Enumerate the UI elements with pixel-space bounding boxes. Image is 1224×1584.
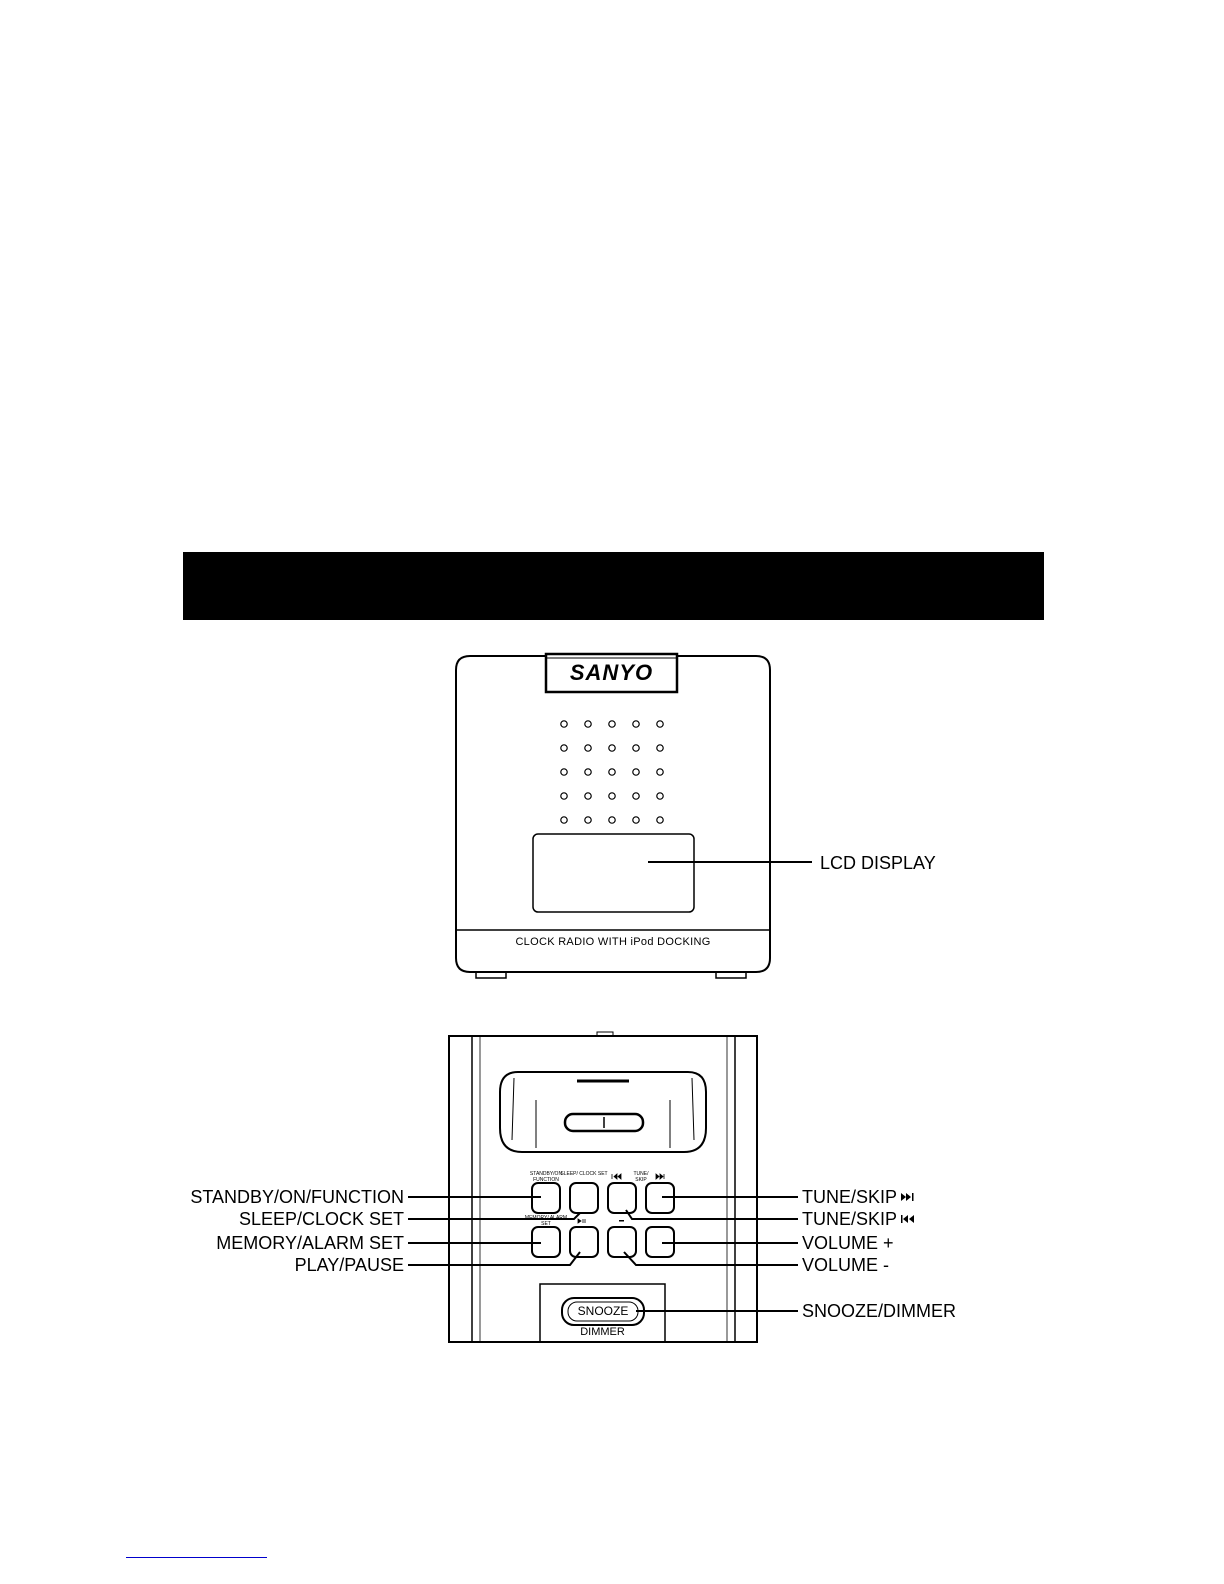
ipod-dock-cradle [500, 1072, 706, 1152]
lcd-display-window [533, 834, 694, 912]
callout-vol-down: VOLUME - [802, 1255, 890, 1275]
sleep-clock-set-button[interactable] [570, 1183, 598, 1213]
play-pause-button[interactable] [570, 1227, 598, 1257]
label-snooze: SNOOZE [577, 1304, 629, 1318]
speaker-hole [609, 793, 615, 799]
callout-vol-up: VOLUME + [802, 1233, 894, 1253]
label-tune-skip: TUNE/ SKIP [633, 1171, 649, 1183]
front-view [456, 654, 812, 978]
callout-skip-icons [901, 1193, 914, 1223]
speaker-hole [585, 745, 591, 751]
speaker-hole [561, 745, 567, 751]
speaker-hole [561, 817, 567, 823]
callout-snooze: SNOOZE/DIMMER [802, 1301, 957, 1321]
speaker-hole [585, 817, 591, 823]
speaker-hole [585, 721, 591, 727]
callout-lcd-display: LCD DISPLAY [820, 853, 936, 873]
callout-sleep: SLEEP/CLOCK SET [238, 1209, 404, 1229]
speaker-hole [633, 721, 639, 727]
speaker-hole [609, 769, 615, 775]
rewind-icon [901, 1215, 914, 1223]
speaker-hole [609, 721, 615, 727]
small-minus-icon [619, 1220, 624, 1222]
footer-link-underline[interactable] [126, 1557, 267, 1558]
callout-tune-next: TUNE/SKIP [802, 1187, 898, 1207]
callout-standby: STANDBY/ON/FUNCTION [190, 1187, 404, 1207]
speaker-grille [561, 721, 663, 823]
speaker-hole [561, 769, 567, 775]
speaker-hole [561, 721, 567, 727]
callout-tune-prev: TUNE/SKIP [802, 1209, 898, 1229]
top-view [449, 1032, 757, 1342]
label-sleep-clock: SLEEP/ CLOCK SET [560, 1171, 608, 1177]
callout-memory: MEMORY/ALARM SET [216, 1233, 404, 1253]
speaker-hole [561, 793, 567, 799]
callout-play: PLAY/PAUSE [294, 1255, 404, 1275]
label-standby-function: STANDBY/ON FUNCTION [529, 1171, 563, 1183]
speaker-hole [657, 817, 663, 823]
speaker-hole [609, 745, 615, 751]
speaker-hole [609, 817, 615, 823]
tune-skip-back-button[interactable] [608, 1183, 636, 1213]
fast-forward-icon [901, 1193, 914, 1201]
speaker-hole [585, 793, 591, 799]
speaker-hole [633, 745, 639, 751]
label-dimmer: DIMMER [580, 1326, 625, 1338]
label-memory-alarm: MEMORY/ ALARM SET [524, 1215, 568, 1227]
speaker-hole [657, 793, 663, 799]
front-body-outline [456, 656, 770, 972]
speaker-hole [657, 769, 663, 775]
volume-down-button[interactable] [608, 1227, 636, 1257]
speaker-hole [657, 721, 663, 727]
small-prev-icon [612, 1174, 621, 1179]
speaker-hole [585, 769, 591, 775]
speaker-hole [633, 817, 639, 823]
speaker-hole [633, 769, 639, 775]
small-next-icon [656, 1174, 664, 1179]
sanyo-logo: SANYO [569, 660, 654, 685]
speaker-hole [633, 793, 639, 799]
small-play-pause-icon [578, 1219, 585, 1223]
base-label: CLOCK RADIO WITH iPod DOCKING [515, 936, 711, 948]
speaker-hole [657, 745, 663, 751]
